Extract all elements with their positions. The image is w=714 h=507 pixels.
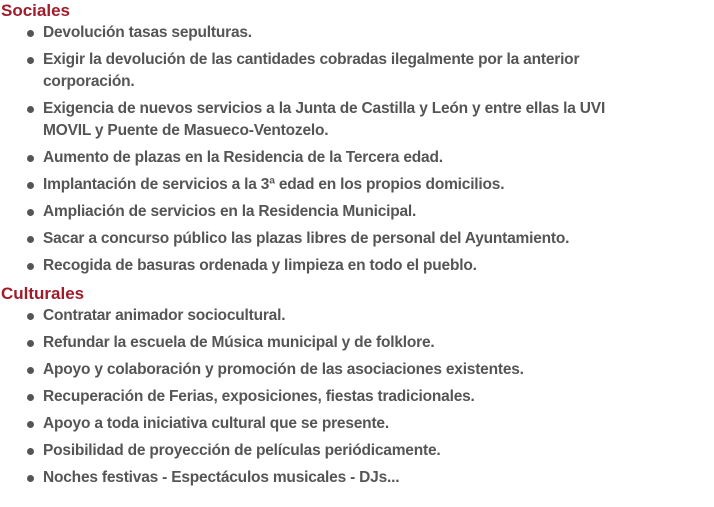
list-item-text: Ampliación de servicios en la Residencia Municipal.	[43, 203, 417, 220]
list-item	[1, 386, 714, 408]
list-item-text: Refundar la escuela de Música municipal y de folklore.	[43, 334, 435, 351]
list-item-text: Devolución tasas sepulturas.	[43, 24, 252, 41]
list-item	[1, 440, 714, 462]
list-item-text: Recuperación de Ferias, exposiciones, fiestas tradicionales.	[43, 388, 475, 405]
list-item-text: Apoyo a toda iniciativa cultural que se presente.	[43, 415, 389, 432]
list-item	[1, 332, 714, 354]
list-item-text: Sacar a concurso público las plazas libres de personal del Ayuntamiento.	[43, 230, 570, 247]
list-item-text: Posibilidad de proyección de películas periódicamente.	[43, 442, 441, 459]
list-item	[1, 305, 714, 327]
list-item	[1, 98, 714, 142]
list-item	[1, 174, 714, 196]
list-item	[1, 201, 714, 223]
list-item-text: Exigir la devolución de las cantidades cobradas ilegalmente por la anterior	[43, 51, 580, 68]
list-item-text: Implantación de servicios a la 3ª edad en los propios domicilios.	[43, 176, 505, 193]
list-item	[1, 228, 714, 250]
bullet-list	[1, 22, 714, 277]
section-heading: Culturales	[1, 284, 85, 303]
list-item-text: Noches festivas - Espectáculos musicales - DJs...	[43, 469, 400, 486]
list-item	[1, 413, 714, 435]
section-heading: Sociales	[1, 1, 70, 20]
list-item	[1, 359, 714, 381]
list-item-text: Exigencia de nuevos servicios a la Junta de Castilla y León y entre ellas la UVI	[43, 100, 606, 117]
list-item-text: Recogida de basuras ordenada y limpieza en todo el pueblo.	[43, 257, 477, 274]
list-item-text: Contratar animador sociocultural.	[43, 307, 286, 324]
list-item	[1, 255, 714, 277]
list-item	[1, 22, 714, 44]
list-item	[1, 49, 714, 93]
list-item	[1, 467, 714, 489]
list-item-text: Aumento de plazas en la Residencia de la Tercera edad.	[43, 149, 443, 166]
list-item-text: Apoyo y colaboración y promoción de las asociaciones existentes.	[43, 361, 524, 378]
list-item-text: MOVIL y Puente de Masueco-Ventozelo.	[43, 122, 329, 139]
bullet-list	[1, 305, 714, 489]
list-item-text: corporación.	[43, 73, 135, 90]
list-item	[1, 147, 714, 169]
